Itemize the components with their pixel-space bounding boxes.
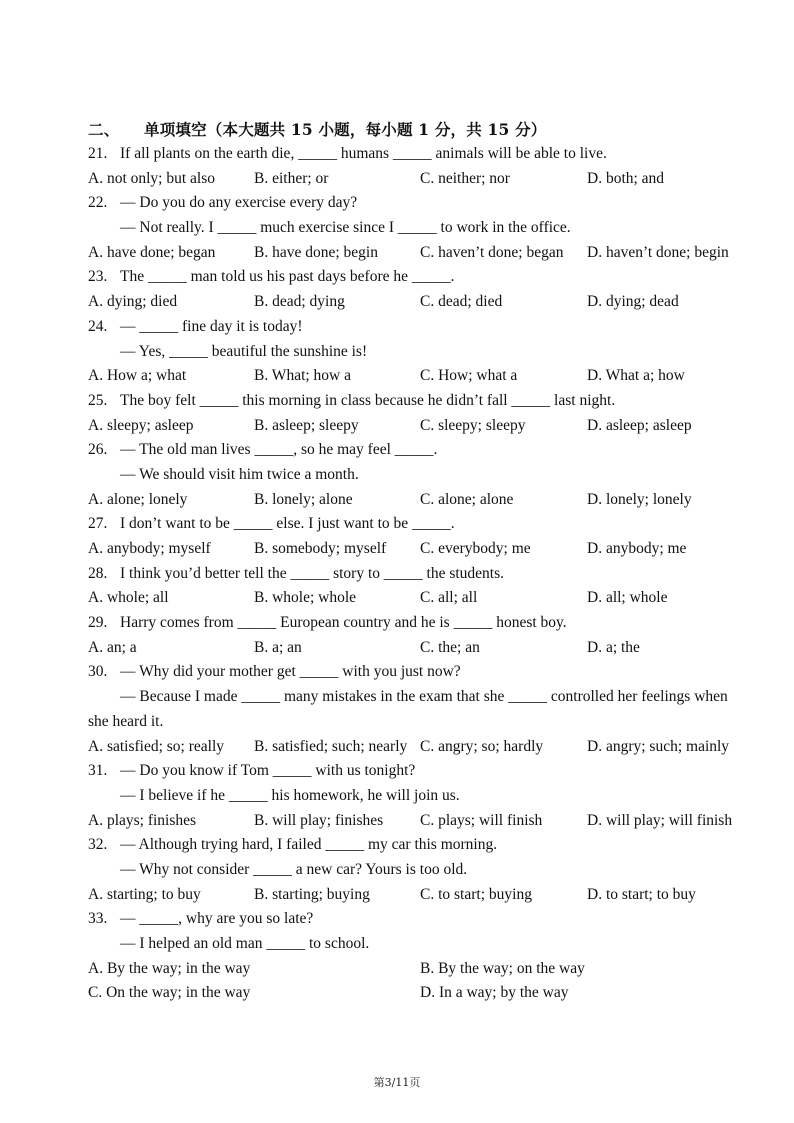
question-text: If all plants on the earth die, _____ humans _____ animals will be able to live. xyxy=(120,145,607,162)
option-b[interactable]: B. either; or xyxy=(254,169,329,187)
question-stem xyxy=(88,907,788,932)
option-c[interactable]: C. sleepy; sleepy xyxy=(420,416,526,434)
question-22 xyxy=(88,191,788,265)
answer-options xyxy=(88,167,788,192)
question-number: 24. xyxy=(88,317,108,335)
dialog-line xyxy=(88,858,788,883)
question-32 xyxy=(88,833,788,907)
option-c[interactable]: C. neither; nor xyxy=(420,169,510,187)
question-33 xyxy=(88,907,788,1006)
question-text: — Do you know if Tom _____ with us tonight? xyxy=(120,762,416,780)
answer-options xyxy=(88,537,788,562)
option-c[interactable]: C. all; all xyxy=(420,589,478,607)
section-heading xyxy=(88,118,547,140)
option-c[interactable]: C. the; an xyxy=(420,638,480,656)
question-25 xyxy=(88,389,788,438)
option-b[interactable]: B. will play; finishes xyxy=(254,811,384,829)
question-stem xyxy=(88,660,788,685)
option-a[interactable]: A. How a; what xyxy=(88,367,187,385)
question-23 xyxy=(88,265,788,314)
option-a[interactable]: A. not only; but also xyxy=(88,169,216,187)
answer-options xyxy=(88,290,788,315)
question-text: — Why not consider _____ a new car? Yours is too old. xyxy=(120,860,468,878)
dialog-line xyxy=(88,932,788,957)
question-text: — Because I made _____ many mistakes in the exam that she _____ controlled her feelings when xyxy=(120,688,728,706)
question-text: — Although trying hard, I failed _____ my car this morning. xyxy=(120,836,498,854)
option-a[interactable]: A. plays; finishes xyxy=(88,811,197,829)
option-d[interactable]: D. a; the xyxy=(587,638,640,656)
question-text: I don’t want to be _____ else. I just want to be _____. xyxy=(120,515,455,533)
option-d[interactable]: D. haven’t done; begin xyxy=(587,243,729,261)
option-c[interactable]: C. alone; alone xyxy=(420,490,514,508)
dialog-line xyxy=(88,463,788,488)
option-d[interactable]: D. will play; will finish xyxy=(587,811,733,829)
section-number: 二、 xyxy=(88,120,120,139)
option-b[interactable]: B. By the way; on the way xyxy=(420,959,585,977)
question-text: — The old man lives _____, so he may feel _____. xyxy=(120,441,438,459)
dialog-line xyxy=(88,216,788,241)
question-30 xyxy=(88,660,788,759)
option-b[interactable]: B. starting; buying xyxy=(254,885,370,903)
answer-options xyxy=(88,364,788,389)
answer-options xyxy=(88,488,788,513)
option-a[interactable]: A. alone; lonely xyxy=(88,490,188,508)
answer-options xyxy=(88,981,788,1006)
option-c[interactable]: C. to start; buying xyxy=(420,885,532,903)
question-number: 30. xyxy=(88,663,108,681)
question-stem xyxy=(88,265,788,290)
question-text: The _____ man told us his past days before he _____. xyxy=(120,268,455,286)
question-number: 32. xyxy=(88,836,108,854)
question-number: 29. xyxy=(88,614,108,632)
question-stem xyxy=(88,438,788,463)
option-c[interactable]: C. angry; so; hardly xyxy=(420,737,544,755)
question-number: 33. xyxy=(88,910,108,928)
page-footer: 第3/11页 xyxy=(373,1076,421,1089)
option-d[interactable]: D. to start; to buy xyxy=(587,885,696,903)
dialog-line-continued xyxy=(88,710,788,735)
answer-options xyxy=(88,241,788,266)
question-number: 25. xyxy=(88,391,108,409)
answer-options xyxy=(88,586,788,611)
option-a[interactable]: A. have done; began xyxy=(88,243,216,261)
option-a[interactable]: A. whole; all xyxy=(88,589,169,607)
option-d[interactable]: D. dying; dead xyxy=(587,293,679,311)
question-text: — _____, why are you so late? xyxy=(120,910,314,928)
question-24 xyxy=(88,315,788,389)
question-number: 26. xyxy=(88,441,108,459)
option-c[interactable]: C. dead; died xyxy=(420,293,503,311)
question-stem xyxy=(88,611,788,636)
question-number: 21. xyxy=(88,145,108,162)
question-31 xyxy=(88,759,788,833)
question-number: 28. xyxy=(88,564,108,582)
question-stem xyxy=(88,142,788,167)
question-text: I think you’d better tell the _____ story to _____ the students. xyxy=(120,564,505,582)
option-a[interactable]: A. an; a xyxy=(88,638,137,656)
option-d[interactable]: D. anybody; me xyxy=(587,540,687,557)
option-d[interactable]: D. What a; how xyxy=(587,367,685,385)
option-d[interactable]: D. angry; such; mainly xyxy=(587,737,730,755)
section-title: 单项填空（本大题共 15 小题，每小题 1 分，共 15 分） xyxy=(144,120,547,139)
option-b[interactable]: B. have done; begin xyxy=(254,243,378,261)
option-b[interactable]: B. satisfied; such; nearly xyxy=(254,737,408,755)
question-stem xyxy=(88,833,788,858)
question-number: 22. xyxy=(88,194,108,212)
option-d[interactable]: D. both; and xyxy=(587,169,665,187)
question-text: — Yes, _____ beautiful the sunshine is! xyxy=(120,342,368,360)
question-number: 31. xyxy=(88,762,108,780)
answer-options xyxy=(88,414,788,439)
option-d[interactable]: D. asleep; asleep xyxy=(587,416,692,434)
dialog-line xyxy=(88,784,788,809)
option-b[interactable]: B. What; how a xyxy=(254,367,352,385)
option-d[interactable]: D. In a way; by the way xyxy=(420,984,569,1002)
option-b[interactable]: B. asleep; sleepy xyxy=(254,416,359,434)
option-d[interactable]: D. lonely; lonely xyxy=(587,490,692,508)
dialog-line xyxy=(88,340,788,365)
question-28 xyxy=(88,562,788,611)
question-stem xyxy=(88,512,788,537)
option-b[interactable]: B. dead; dying xyxy=(254,293,345,311)
option-a[interactable]: A. anybody; myself xyxy=(88,540,211,557)
question-stem xyxy=(88,759,788,784)
option-a[interactable]: A. sleepy; asleep xyxy=(88,416,194,434)
option-c[interactable]: C. On the way; in the way xyxy=(88,984,251,1002)
option-c[interactable]: C. How; what a xyxy=(420,367,518,385)
question-text: — Not really. I _____ much exercise since I _____ to work in the office. xyxy=(120,219,571,237)
question-stem xyxy=(88,315,788,340)
option-b[interactable]: B. lonely; alone xyxy=(254,490,353,508)
option-a[interactable]: A. starting; to buy xyxy=(88,885,201,903)
question-number: 23. xyxy=(88,268,108,286)
dialog-line xyxy=(88,685,788,710)
option-c[interactable]: C. haven’t done; began xyxy=(420,243,564,261)
answer-options xyxy=(88,809,788,834)
option-b[interactable]: B. a; an xyxy=(254,638,302,656)
question-29 xyxy=(88,611,788,660)
question-21 xyxy=(88,142,788,191)
question-text: The boy felt _____ this morning in class because he didn’t fall _____ last night. xyxy=(120,391,616,409)
question-text: Harry comes from _____ European country and he is _____ honest boy. xyxy=(120,614,567,632)
question-27 xyxy=(88,512,788,561)
question-text: — Why did your mother get _____ with you just now? xyxy=(120,663,461,681)
option-d[interactable]: D. all; whole xyxy=(587,589,668,607)
question-text: — Do you do any exercise every day? xyxy=(120,194,358,212)
answer-options xyxy=(88,636,788,661)
question-text: — _____ fine day it is today! xyxy=(120,317,303,335)
question-stem xyxy=(88,562,788,587)
option-b[interactable]: B. somebody; myself xyxy=(254,540,387,557)
question-list xyxy=(88,142,788,1006)
question-number: 27. xyxy=(88,515,108,533)
answer-options xyxy=(88,735,788,760)
option-c[interactable]: C. plays; will finish xyxy=(420,811,543,829)
option-a[interactable]: A. By the way; in the way xyxy=(88,959,251,977)
question-text: — I believe if he _____ his homework, he will join us. xyxy=(120,786,460,804)
question-stem xyxy=(88,389,788,414)
option-c[interactable]: C. everybody; me xyxy=(420,540,531,557)
question-stem xyxy=(88,191,788,216)
option-a[interactable]: A. satisfied; so; really xyxy=(88,737,225,755)
question-text: — We should visit him twice a month. xyxy=(120,465,359,483)
answer-options xyxy=(88,957,788,982)
answer-options xyxy=(88,883,788,908)
question-text: — I helped an old man _____ to school. xyxy=(120,935,370,952)
question-26 xyxy=(88,438,788,512)
option-b[interactable]: B. whole; whole xyxy=(254,589,357,607)
question-text: she heard it. xyxy=(88,712,164,730)
option-a[interactable]: A. dying; died xyxy=(88,293,178,311)
